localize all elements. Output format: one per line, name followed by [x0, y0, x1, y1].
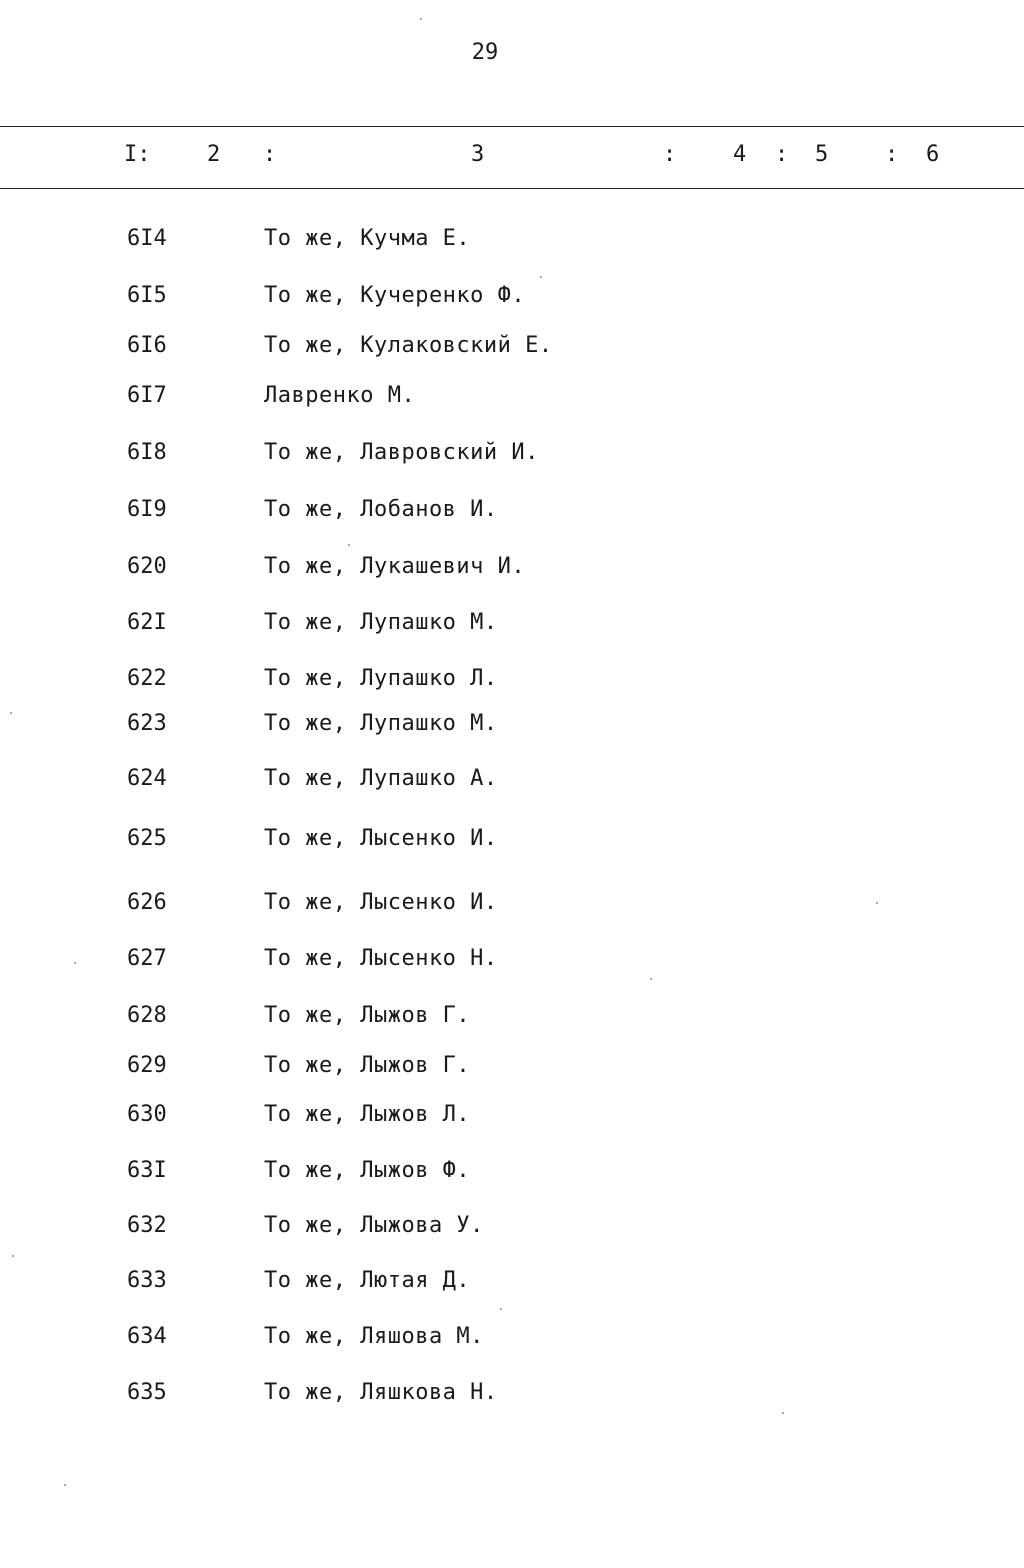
scan-speck — [64, 1484, 66, 1486]
row-text: То же, Лютая Д. — [264, 1268, 471, 1293]
header-col-5: 5 — [815, 142, 829, 167]
row-number: 6I9 — [127, 497, 167, 522]
row-number: 624 — [127, 766, 167, 791]
row-text: То же, Лысенко Н. — [264, 946, 498, 971]
table-row — [0, 1268, 1024, 1300]
row-number: 6I7 — [127, 383, 167, 408]
row-number: 63I — [127, 1158, 167, 1183]
table-row — [0, 440, 1024, 472]
table-row — [0, 1380, 1024, 1412]
row-number: 62I — [127, 610, 167, 635]
scan-speck — [74, 962, 76, 964]
scan-speck — [12, 1255, 14, 1257]
header-separator: : — [263, 142, 277, 167]
table-row — [0, 1158, 1024, 1190]
table-row — [0, 1102, 1024, 1134]
table-row — [0, 283, 1024, 315]
table-row — [0, 226, 1024, 258]
scan-speck — [348, 544, 350, 546]
row-text: То же, Лупашко Л. — [264, 666, 498, 691]
header-separator: : — [775, 142, 789, 167]
row-text: То же, Лупашко А. — [264, 766, 498, 791]
scan-speck — [10, 712, 12, 714]
scan-speck — [650, 978, 652, 980]
row-text: То же, Лавровский И. — [264, 440, 539, 465]
row-text: То же, Лыжов Г. — [264, 1003, 471, 1028]
page-number: 29 — [471, 40, 499, 65]
table-row — [0, 666, 1024, 698]
row-number: 6I4 — [127, 226, 167, 251]
table-row — [0, 554, 1024, 586]
row-number: 626 — [127, 890, 167, 915]
row-number: 620 — [127, 554, 167, 579]
table-row — [0, 383, 1024, 415]
table-row — [0, 1053, 1024, 1085]
row-text: То же, Ляшова М. — [264, 1324, 484, 1349]
table-row — [0, 826, 1024, 858]
scan-speck — [500, 1308, 502, 1310]
header-col-1: I: — [124, 142, 151, 167]
row-text: То же, Лысенко И. — [264, 826, 498, 851]
row-number: 6I6 — [127, 333, 167, 358]
header-col-3: 3 — [471, 142, 485, 167]
table-row — [0, 890, 1024, 922]
row-number: 628 — [127, 1003, 167, 1028]
row-text: То же, Кучеренко Ф. — [264, 283, 526, 308]
row-number: 632 — [127, 1213, 167, 1238]
row-number: 634 — [127, 1324, 167, 1349]
row-number: 625 — [127, 826, 167, 851]
row-number: 627 — [127, 946, 167, 971]
row-text: То же, Ляшкова Н. — [264, 1380, 498, 1405]
row-number: 6I5 — [127, 283, 167, 308]
row-number: 623 — [127, 711, 167, 736]
row-text: То же, Лукашевич И. — [264, 554, 526, 579]
row-text: То же, Лыжов Г. — [264, 1053, 471, 1078]
scan-speck — [420, 18, 422, 20]
table-row — [0, 766, 1024, 798]
table-row — [0, 1213, 1024, 1245]
row-text: То же, Кулаковский Е. — [264, 333, 553, 358]
row-number: 635 — [127, 1380, 167, 1405]
table-row — [0, 610, 1024, 642]
row-text: Лавренко М. — [264, 383, 416, 408]
row-text: То же, Лобанов И. — [264, 497, 498, 522]
header-separator: : — [885, 142, 899, 167]
table-row — [0, 711, 1024, 743]
header-separator: : — [663, 142, 677, 167]
row-number: 633 — [127, 1268, 167, 1293]
table-row — [0, 946, 1024, 978]
table-row — [0, 1324, 1024, 1356]
row-number: 629 — [127, 1053, 167, 1078]
table-row — [0, 333, 1024, 365]
scan-speck — [876, 902, 878, 904]
header-col-4: 4 — [733, 142, 747, 167]
row-text: То же, Лысенко И. — [264, 890, 498, 915]
table-row — [0, 1003, 1024, 1035]
table-row — [0, 497, 1024, 529]
scan-speck — [540, 276, 542, 278]
header-col-2: 2 — [207, 142, 221, 167]
row-number: 6I8 — [127, 440, 167, 465]
row-text: То же, Кучма Е. — [264, 226, 471, 251]
row-text: То же, Лыжова У. — [264, 1213, 484, 1238]
header-col-6: 6 — [926, 142, 940, 167]
row-number: 630 — [127, 1102, 167, 1127]
row-text: То же, Лупашко М. — [264, 711, 498, 736]
row-text: То же, Лыжов Л. — [264, 1102, 471, 1127]
row-text: То же, Лыжов Ф. — [264, 1158, 471, 1183]
row-text: То же, Лупашко М. — [264, 610, 498, 635]
row-number: 622 — [127, 666, 167, 691]
scan-speck — [782, 1412, 784, 1414]
